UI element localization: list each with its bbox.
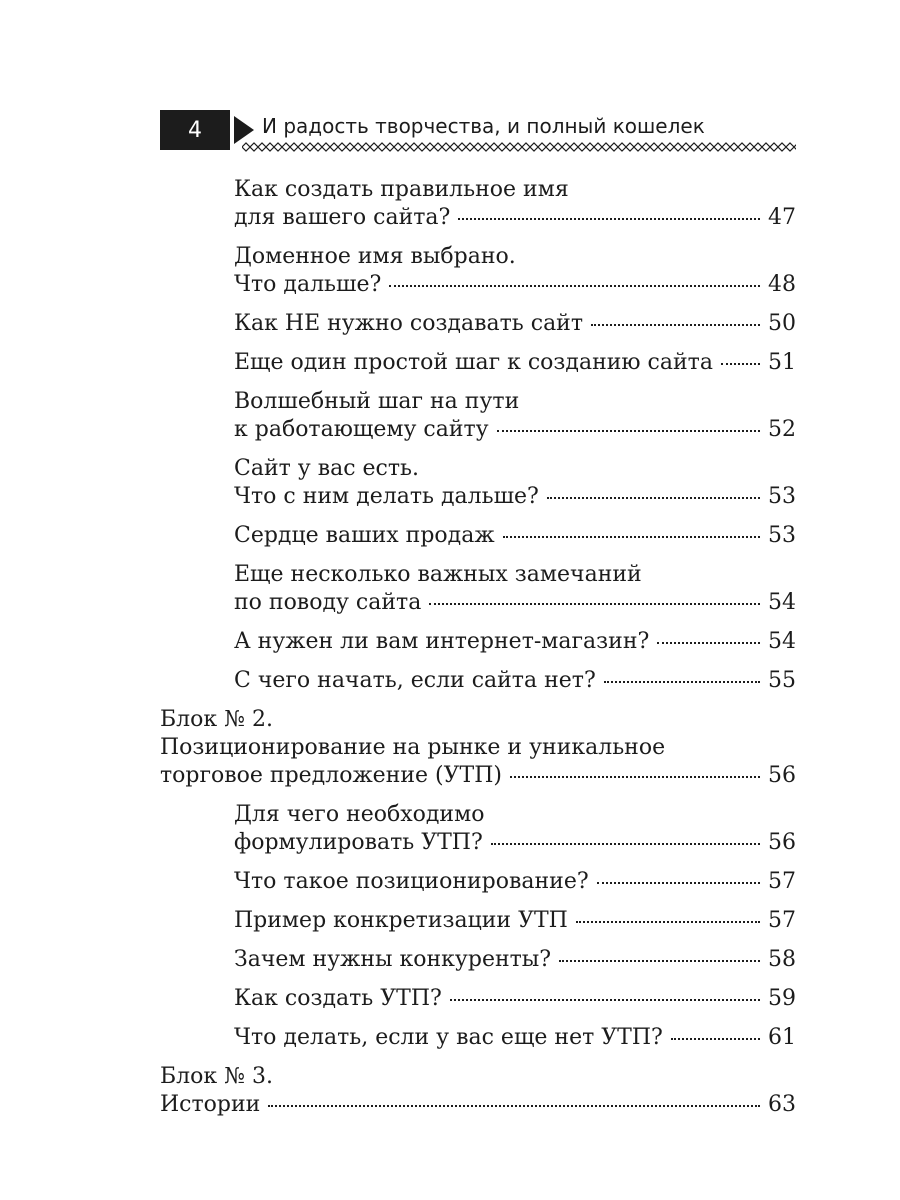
dot-leader bbox=[510, 776, 760, 778]
toc-page-number: 56 bbox=[768, 830, 796, 855]
toc-entry-final-line bbox=[234, 1024, 796, 1052]
dot-leader bbox=[547, 497, 760, 499]
toc-page-number: 53 bbox=[768, 523, 796, 548]
toc-entry-title: для вашего сайта? bbox=[234, 205, 451, 230]
toc-entry bbox=[160, 628, 796, 656]
page-header bbox=[160, 108, 796, 154]
toc-entry-final-line bbox=[234, 310, 796, 338]
toc-entry bbox=[160, 388, 796, 444]
toc-entry-title: А нужен ли вам интернет-магазин? bbox=[234, 629, 650, 654]
toc-entry bbox=[160, 561, 796, 617]
toc-entry bbox=[160, 243, 796, 299]
toc-entry-title: Как НЕ нужно создавать сайт bbox=[234, 311, 584, 336]
toc-entry-line: Доменное имя выбрано. bbox=[234, 244, 516, 269]
toc-entry bbox=[160, 310, 796, 338]
toc-page-number: 57 bbox=[768, 869, 796, 894]
toc-page-number: 63 bbox=[768, 1092, 796, 1117]
dot-leader bbox=[450, 999, 760, 1001]
toc-page-number: 58 bbox=[768, 947, 796, 972]
toc-entry-final-line bbox=[234, 271, 796, 299]
dot-leader bbox=[497, 430, 760, 432]
toc-entry-title: С чего начать, если сайта нет? bbox=[234, 668, 596, 693]
toc-entry-title: Еще один простой шаг к созданию сайта bbox=[234, 350, 713, 375]
toc-page-number: 47 bbox=[768, 205, 796, 230]
toc-entry-title: торговое предложение (УТП) bbox=[160, 763, 502, 788]
toc-entry bbox=[160, 349, 796, 377]
toc-entry-final-line bbox=[234, 829, 796, 857]
dot-leader bbox=[597, 882, 760, 884]
toc-page-number: 50 bbox=[768, 311, 796, 336]
toc-entry-title: Сердце ваших продаж bbox=[234, 523, 495, 548]
toc-entry bbox=[160, 801, 796, 857]
toc-page-number: 56 bbox=[768, 763, 796, 788]
toc-entry-line: Как создать правильное имя bbox=[234, 177, 569, 202]
toc-entry-title: по поводу сайта bbox=[234, 590, 422, 615]
toc-entry-final-line bbox=[234, 349, 796, 377]
toc-entry-title: формулировать УТП? bbox=[234, 830, 483, 855]
toc-entry-line: Блок № 3. bbox=[160, 1064, 273, 1089]
toc-entry bbox=[160, 985, 796, 1013]
toc-entry-final-line bbox=[234, 204, 796, 232]
dot-leader bbox=[389, 285, 760, 287]
toc-entry-final-line bbox=[234, 946, 796, 974]
toc-entry-final-line bbox=[234, 628, 796, 656]
toc-entry bbox=[160, 667, 796, 695]
toc-page-number: 52 bbox=[768, 417, 796, 442]
dot-leader bbox=[268, 1105, 760, 1107]
toc-entry-title: Что делать, если у вас еще нет УТП? bbox=[234, 1025, 663, 1050]
page-number: 4 bbox=[160, 110, 230, 150]
toc-entry-final-line bbox=[160, 762, 796, 790]
toc-page-number: 55 bbox=[768, 668, 796, 693]
toc-entry-title: Что дальше? bbox=[234, 272, 382, 297]
toc-entry bbox=[160, 176, 796, 232]
toc-entry-final-line bbox=[234, 985, 796, 1013]
toc-entry-title: Зачем нужны конкуренты? bbox=[234, 947, 552, 972]
dot-leader bbox=[576, 921, 760, 923]
toc-entry-final-line bbox=[234, 868, 796, 896]
running-title: И радость творчества, и полный кошелек bbox=[262, 114, 705, 138]
toc-page-number: 48 bbox=[768, 272, 796, 297]
dot-leader bbox=[604, 681, 760, 683]
toc-entry-final-line bbox=[234, 667, 796, 695]
toc-entry-line: Волшебный шаг на пути bbox=[234, 389, 520, 414]
decorative-border bbox=[242, 142, 796, 152]
table-of-contents bbox=[160, 176, 796, 1130]
toc-entry-line: Сайт у вас есть. bbox=[234, 456, 420, 481]
toc-entry-line: Для чего необходимо bbox=[234, 802, 485, 827]
toc-entry bbox=[160, 907, 796, 935]
dot-leader bbox=[721, 363, 760, 365]
toc-entry-final-line bbox=[234, 483, 796, 511]
toc-entry-title: к работающему сайту bbox=[234, 417, 489, 442]
dot-leader bbox=[491, 843, 760, 845]
toc-entry-final-line bbox=[234, 416, 796, 444]
toc-entry-final-line bbox=[160, 1091, 796, 1119]
dot-leader bbox=[559, 960, 760, 962]
toc-page-number: 61 bbox=[768, 1025, 796, 1050]
toc-entry-final-line bbox=[234, 589, 796, 617]
toc-page-number: 54 bbox=[768, 629, 796, 654]
toc-entry bbox=[160, 946, 796, 974]
toc-page-number: 59 bbox=[768, 986, 796, 1011]
toc-entry-title: Что с ним делать дальше? bbox=[234, 484, 539, 509]
toc-page-number: 54 bbox=[768, 590, 796, 615]
toc-entry-line: Блок № 2. bbox=[160, 707, 273, 732]
toc-page-number: 53 bbox=[768, 484, 796, 509]
toc-entry bbox=[160, 1063, 796, 1119]
dot-leader bbox=[671, 1038, 760, 1040]
dot-leader bbox=[657, 642, 760, 644]
toc-entry-title: Как создать УТП? bbox=[234, 986, 442, 1011]
toc-entry-line: Позиционирование на рынке и уникальное bbox=[160, 735, 666, 760]
toc-entry bbox=[160, 522, 796, 550]
toc-entry bbox=[160, 868, 796, 896]
toc-entry-title: Пример конкретизации УТП bbox=[234, 908, 568, 933]
dot-leader bbox=[503, 536, 760, 538]
toc-entry bbox=[160, 706, 796, 790]
toc-entry-line: Еще несколько важных замечаний bbox=[234, 562, 642, 587]
toc-entry bbox=[160, 1024, 796, 1052]
toc-page-number: 57 bbox=[768, 908, 796, 933]
toc-entry-title: Истории bbox=[160, 1092, 261, 1117]
dot-leader bbox=[429, 603, 760, 605]
dot-leader bbox=[591, 324, 760, 326]
dot-leader bbox=[458, 218, 760, 220]
toc-entry-title: Что такое позиционирование? bbox=[234, 869, 589, 894]
toc-entry-final-line bbox=[234, 907, 796, 935]
toc-entry-final-line bbox=[234, 522, 796, 550]
toc-page-number: 51 bbox=[768, 350, 796, 375]
toc-entry bbox=[160, 455, 796, 511]
